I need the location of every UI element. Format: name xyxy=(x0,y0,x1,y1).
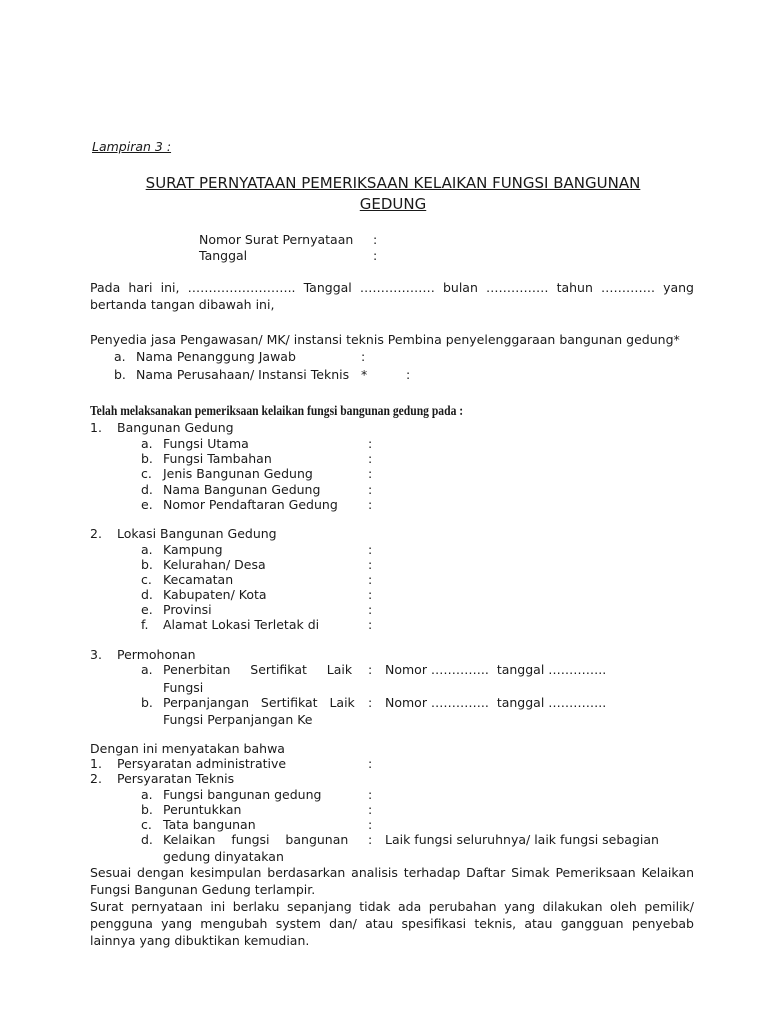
technical-item-label: Tata bangunan xyxy=(163,817,256,832)
section2-item-label: Kelurahan/ Desa xyxy=(163,557,266,572)
section1-item-marker: a. xyxy=(141,436,153,451)
section2-item-marker: b. xyxy=(141,557,153,572)
section1-item-colon: : xyxy=(368,436,373,451)
section3-item-a-marker: a. xyxy=(141,662,153,677)
section1-item-marker: d. xyxy=(141,482,153,497)
statement-number-colon: : xyxy=(373,232,378,247)
statement-intro: Dengan ini menyatakan bahwa xyxy=(90,741,285,756)
section3-item-b-value: Nomor ………….. tanggal ………….. xyxy=(385,695,607,710)
intro-line-1: Pada hari ini, …………………….. Tanggal ……………… bulan …………… tahun …………. yang xyxy=(90,280,694,295)
technical-item-colon: : xyxy=(368,817,373,832)
date-label: Tanggal xyxy=(199,248,248,263)
document-title-line2: GEDUNG xyxy=(359,195,427,213)
section3-item-a-colon: : xyxy=(368,662,373,677)
section1-item-label: Fungsi Tambahan xyxy=(163,451,272,466)
section2-item-label: Kabupaten/ Kota xyxy=(163,587,267,602)
technical-item-label: Peruntukkan xyxy=(163,802,242,817)
section3-item-a-label-line1: Penerbitan Sertifikat Laik xyxy=(163,662,353,677)
section2-item-label: Kampung xyxy=(163,542,223,557)
section2-marker: 2. xyxy=(90,526,102,541)
section1-item-colon: : xyxy=(368,466,373,481)
section2-item-colon: : xyxy=(368,542,373,557)
technical-item-label: Fungsi bangunan gedung xyxy=(163,787,322,802)
section2-item-label: Alamat Lokasi Terletak di xyxy=(163,617,320,632)
provider-title: Penyedia jasa Pengawasan/ MK/ instansi teknis Pembina penyelenggaraan bangunan gedung* xyxy=(90,332,680,347)
technical-item-colon: : xyxy=(368,802,373,817)
technical-item-d-value: Laik fungsi seluruhnya/ laik fungsi sebagian xyxy=(385,832,659,847)
provider-item-b-colon: : xyxy=(406,367,411,382)
validity-paragraph: Surat pernyataan ini berlaku sepanjang tidak ada perubahan yang dilakukan oleh pemilik/ pengguna yang mengubah system dan/ atau spesifikasi teknis, atau gangguan penyebab lainnya yang dibuktikan kemudian. xyxy=(90,899,694,948)
provider-item-b-marker: b. xyxy=(114,367,126,382)
section2-item-marker: f. xyxy=(141,617,149,632)
section3-marker: 3. xyxy=(90,647,102,662)
section1-item-marker: c. xyxy=(141,466,152,481)
section1-item-marker: b. xyxy=(141,451,153,466)
section3-item-b-label-line2: Fungsi Perpanjangan Ke xyxy=(163,712,313,727)
section1-marker: 1. xyxy=(90,420,102,435)
section3-item-b-marker: b. xyxy=(141,695,153,710)
provider-item-a-marker: a. xyxy=(114,349,126,364)
provider-item-a-label: Nama Penanggung Jawab xyxy=(136,349,296,364)
statement-item-colon: : xyxy=(368,756,373,771)
examination-heading: Telah melaksanakan pemeriksaan kelaikan fungsi bangunan gedung pada : xyxy=(90,403,464,418)
statement-item-label: Persyaratan administrative xyxy=(117,756,287,771)
section2-item-marker: d. xyxy=(141,587,153,602)
section3-item-a-value: Nomor ………….. tanggal ………….. xyxy=(385,662,607,677)
section3-title: Permohonan xyxy=(117,647,196,662)
section1-item-colon: : xyxy=(368,482,373,497)
section3-item-b-label-line1: Perpanjangan Sertifikat Laik xyxy=(163,695,355,710)
provider-item-b-star: * xyxy=(361,367,368,382)
statement-number-label: Nomor Surat Pernyataan xyxy=(199,232,354,247)
attachment-label: Lampiran 3 : xyxy=(92,139,172,154)
section2-item-marker: c. xyxy=(141,572,152,587)
statement-item-label: Persyaratan Teknis xyxy=(117,771,235,786)
technical-item-d-marker: d. xyxy=(141,832,153,847)
section1-item-label: Nama Bangunan Gedung xyxy=(163,482,321,497)
technical-item-colon: : xyxy=(368,787,373,802)
technical-item-d-label-line1: Kelaikan fungsi bangunan xyxy=(163,832,349,847)
conclusion-paragraph: Sesuai dengan kesimpulan berdasarkan analisis terhadap Daftar Simak Pemeriksaan Kelaikan Fungsi Bangunan Gedung terlampir. xyxy=(90,865,694,897)
provider-item-b-label: Nama Perusahaan/ Instansi Teknis xyxy=(136,367,350,382)
section1-item-label: Nomor Pendaftaran Gedung xyxy=(163,497,338,512)
section1-item-marker: e. xyxy=(141,497,153,512)
technical-item-marker: a. xyxy=(141,787,153,802)
intro-line-2: bertanda tangan dibawah ini, xyxy=(90,297,275,312)
section2-item-label: Kecamatan xyxy=(163,572,234,587)
technical-item-marker: c. xyxy=(141,817,152,832)
technical-item-marker: b. xyxy=(141,802,153,817)
section2-item-marker: a. xyxy=(141,542,153,557)
section2-item-colon: : xyxy=(368,572,373,587)
technical-item-d-label-line2: gedung dinyatakan xyxy=(163,849,284,864)
section1-item-label: Jenis Bangunan Gedung xyxy=(163,466,313,481)
document-title-line1: SURAT PERNYATAAN PEMERIKSAAN KELAIKAN FUNGSI BANGUNAN xyxy=(145,174,641,192)
provider-item-a-colon: : xyxy=(361,349,366,364)
section1-item-label: Fungsi Utama xyxy=(163,436,249,451)
section2-item-label: Provinsi xyxy=(163,602,212,617)
section2-item-colon: : xyxy=(368,557,373,572)
section2-item-marker: e. xyxy=(141,602,153,617)
section3-item-b-colon: : xyxy=(368,695,373,710)
section2-item-colon: : xyxy=(368,587,373,602)
section1-item-colon: : xyxy=(368,451,373,466)
section1-item-colon: : xyxy=(368,497,373,512)
technical-item-d-colon: : xyxy=(368,832,373,847)
section2-item-colon: : xyxy=(368,602,373,617)
section2-title: Lokasi Bangunan Gedung xyxy=(117,526,277,541)
statement-item-marker: 2. xyxy=(90,771,102,786)
section1-title: Bangunan Gedung xyxy=(117,420,234,435)
section2-item-colon: : xyxy=(368,617,373,632)
statement-item-marker: 1. xyxy=(90,756,102,771)
section3-item-a-label-line2: Fungsi xyxy=(163,680,204,695)
date-colon: : xyxy=(373,248,378,263)
